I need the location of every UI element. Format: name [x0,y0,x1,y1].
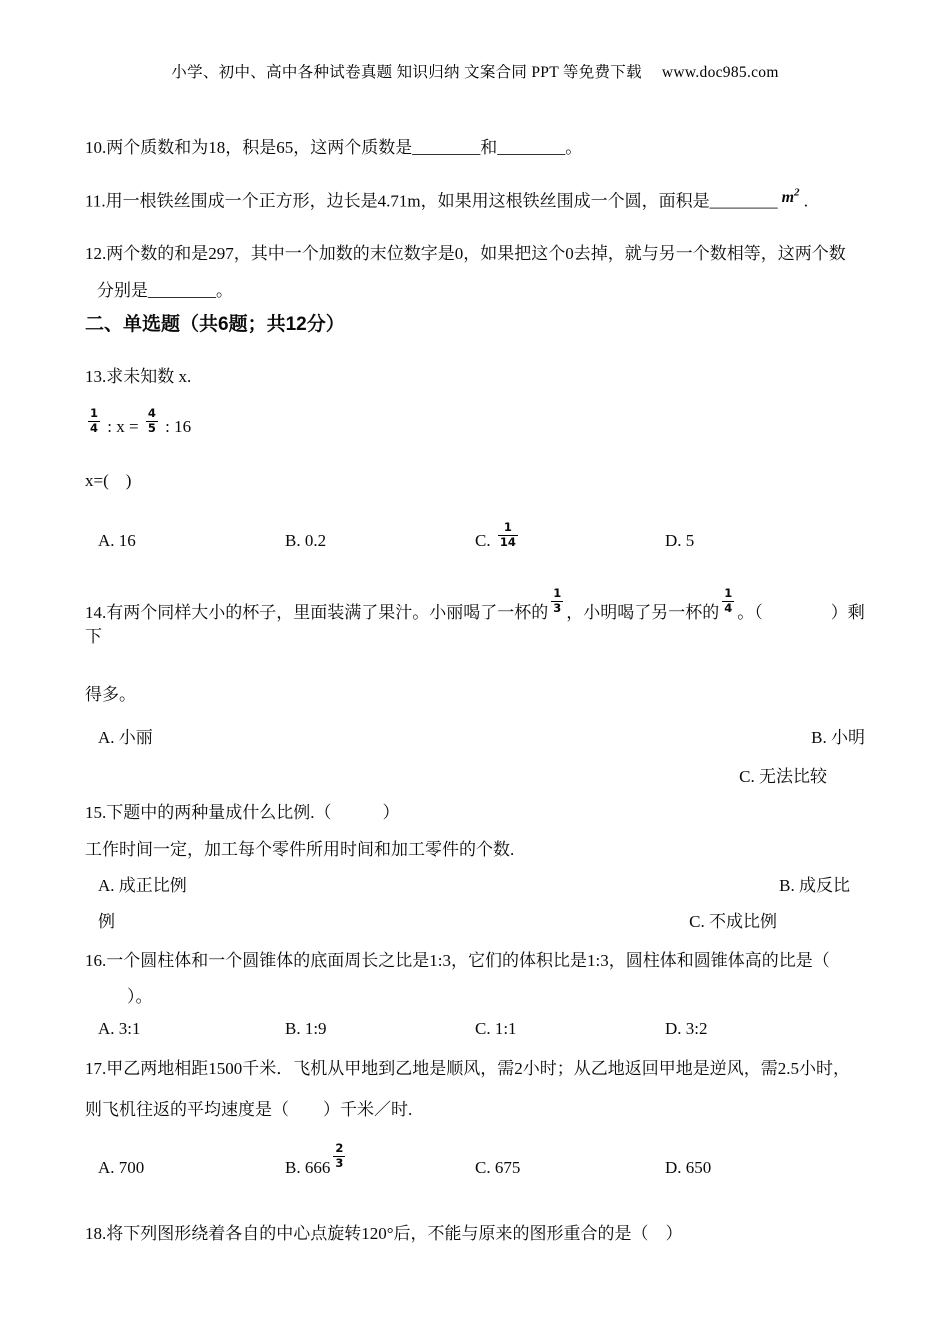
question-11-text: 11.用一根铁丝围成一个正方形，边长是4.71m，如果用这根铁丝围成一个圆，面积是________ [85,191,778,211]
q13-option-a: A. 16 [98,530,136,550]
fraction-denominator: 5 [147,420,156,435]
equation-tail: : 16 [160,416,192,436]
question-14-text-1: 14.有两个同样大小的杯子，里面装满了果汁。小丽喝了一杯的 [85,602,549,622]
fraction-one-fourth [722,587,734,616]
site-header-text: 小学、初中、高中各种试卷真题 知识归纳 文案合同 PPT 等免费下载 www.doc985.com [171,64,779,81]
question-16-options [85,1017,865,1041]
fraction-two-thirds [333,1142,345,1171]
fraction-denominator: 14 [499,534,516,549]
q13-option-c-label: C. [475,530,491,550]
q16-option-b: B. 1:9 [285,1019,327,1039]
equation-middle: : x = [103,416,143,436]
q15-option-c: C. 不成比例 [689,911,777,931]
question-14-line1 [85,587,865,649]
q15-option-b-wrap: 例 [98,911,115,931]
q16-option-a: A. 3:1 [98,1019,141,1039]
question-15-line2: 工作时间一定，加工每个零件所用时间和加工零件的个数. [85,840,515,860]
fraction-denominator: 4 [90,420,99,435]
q13-option-b: B. 0.2 [285,530,327,550]
fraction-four-fifths [146,407,158,436]
fraction-numerator: 1 [90,405,99,420]
fraction-numerator: 1 [724,585,733,600]
fraction-one-fourteenth [498,521,518,550]
question-15-options-row2 [85,910,865,934]
q16-option-d: D. 3:2 [665,1019,708,1039]
question-16-line1: 16.一个圆柱体和一个圆锥体的底面周长之比是1:3，它们的体积比是1:3，圆柱体和圆锥体高的比是（ [85,950,830,970]
question-15-stem: 15.下题中的两种量成什么比例.（ ） [85,803,400,823]
question-14-options-row2 [85,765,865,789]
q15-option-b: B. 成反比 [779,875,850,895]
unit-base: m [781,189,795,207]
question-13-x-line: x=( ) [85,470,132,490]
section-2-title: 二、单选题（共6题；共12分） [85,313,345,335]
q17-option-b [285,1142,475,1180]
q13-option-d: D. 5 [665,530,695,550]
q13-option-c [475,521,665,553]
fraction-numerator: 4 [147,405,156,420]
question-12-line2: 分别是________。 [97,280,233,300]
fraction-numerator: 1 [553,585,562,600]
question-15-options-row1 [85,874,865,898]
question-13-equation [85,407,865,439]
question-18: 18.将下列图形绕着各自的中心点旋转120°后，不能与原来的图形重合的是（ ） [85,1224,683,1244]
question-11 [85,186,865,213]
q17-option-a: A. 700 [98,1158,145,1178]
fraction-denominator: 4 [724,600,733,615]
q14-option-a: A. 小丽 [98,728,153,748]
question-13-options [85,521,865,553]
square-meter-unit [782,189,800,206]
fraction-one-fourth [88,407,100,436]
question-12-line1: 12.两个数的和是297，其中一个加数的末位数字是0，如果把这个0去掉，就与另一个数相等，这两个数 [85,243,846,263]
fraction-one-third [551,587,563,616]
question-17-line2: 则飞机往返的平均速度是（ ）千米／时. [85,1100,413,1120]
fraction-denominator: 3 [335,1156,344,1171]
q17-option-b-label: B. 666 [285,1158,331,1178]
question-16-line2: ）。 [127,986,153,1006]
q15-option-a: A. 成正比例 [98,875,187,895]
question-17-options [85,1142,865,1180]
q16-option-c: C. 1:1 [475,1019,517,1039]
question-10: 10.两个质数和为18，积是65，这两个质数是________和________。 [85,138,583,157]
exam-content [0,136,950,1246]
question-14-line2: 得多。 [85,684,136,704]
q17-option-d: D. 650 [665,1158,712,1178]
fraction-denominator: 3 [553,600,562,615]
question-13-stem: 13.求未知数 x. [85,366,192,386]
fraction-numerator: 2 [335,1141,344,1156]
fraction-numerator: 1 [503,519,512,534]
question-17-line1: 17.甲乙两地相距1500千米．飞机从甲地到乙地是顺风，需2小时；从乙地返回甲地是逆风，需2.5小时， [85,1059,850,1079]
question-14-text-2: ，小明喝了另一杯的 [566,602,720,622]
question-14-options-row1 [85,726,865,750]
q14-option-c: C. 无法比较 [739,767,827,787]
question-14-text-3: 。（ ）剩下 [85,602,865,646]
q17-option-c: C. 675 [475,1158,521,1178]
unit-exponent: 2 [794,187,800,200]
question-11-period: . [799,191,809,211]
q14-option-b: B. 小明 [811,728,865,748]
